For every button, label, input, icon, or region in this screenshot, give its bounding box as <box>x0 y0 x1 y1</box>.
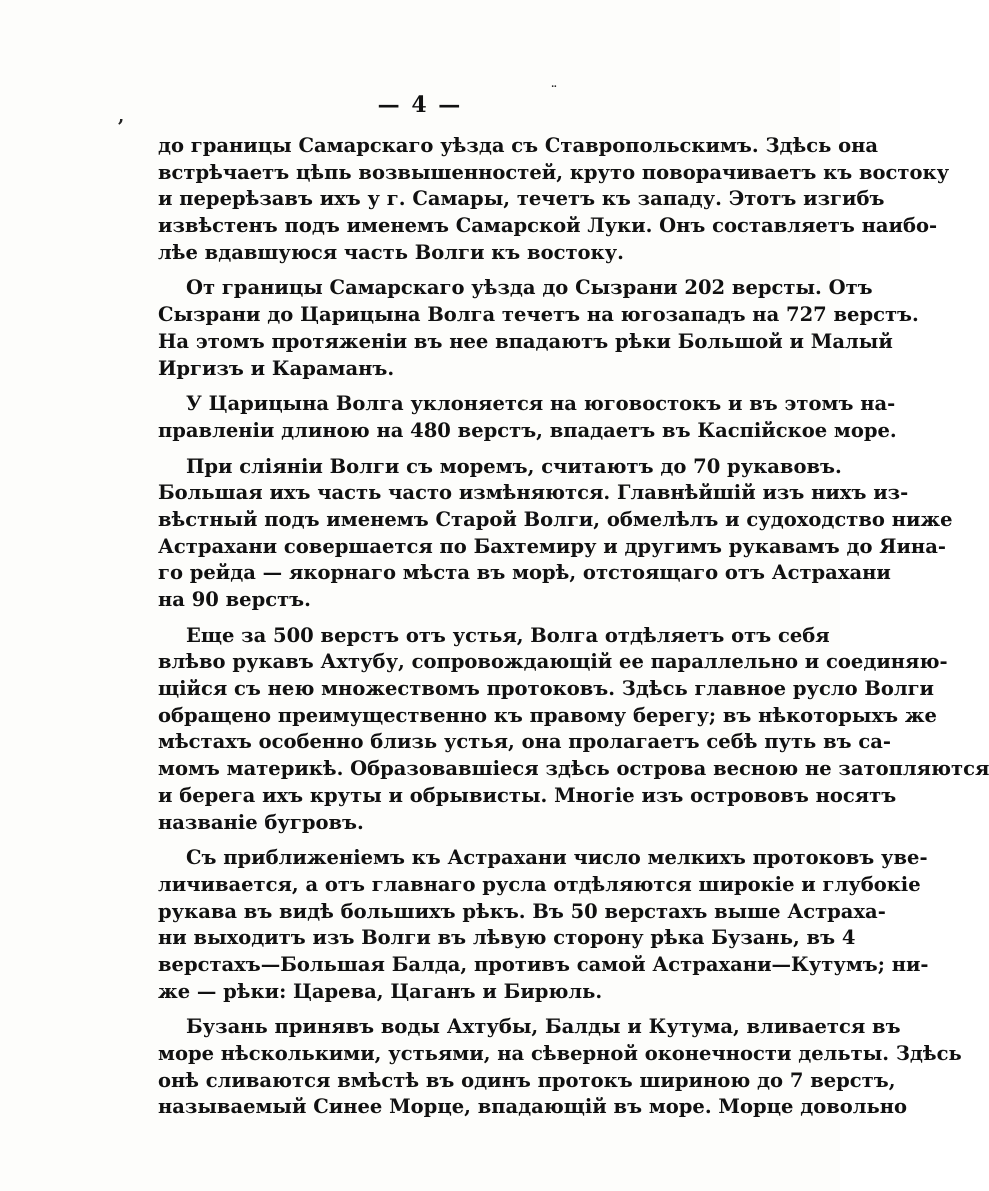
text-line: же — рѣки: Царева, Цаганъ и Бирюль. <box>158 979 603 1003</box>
text-line: лѣе вдавшуюся часть Волги къ востоку. <box>158 240 624 264</box>
text-line: и перерѣзавъ ихъ у г. Самары, течетъ къ западу. Этотъ изгибъ <box>158 187 885 211</box>
text-line: называемый Синее Морце, впадающій въ море. Морце довольно <box>158 1095 908 1119</box>
text-line: Еще за 500 верстъ отъ устья, Волга отдѣляетъ отъ себя <box>186 623 830 647</box>
text-line: верстахъ—Большая Балда, противъ самой Астрахани—Кутумъ; ни- <box>158 952 929 976</box>
text-line: рукава въ видѣ большихъ рѣкъ. Въ 50 верстахъ выше Астраха- <box>158 899 886 923</box>
text-line: море нѣсколькими, устьями, на сѣверной оконечности дельты. Здѣсь <box>158 1042 962 1065</box>
text-line: го рейда — якорнаго мѣста въ морѣ, отстоящаго отъ Астрахани <box>158 561 891 585</box>
page-number: — 4 — <box>377 92 463 118</box>
paragraph-5 <box>158 623 989 837</box>
text-line: ни выходитъ изъ Волги въ лѣвую сторону рѣка Бузань, въ 4 <box>158 926 856 950</box>
paragraph-6 <box>158 845 929 1005</box>
text-line: названіе бугровъ. <box>158 810 364 834</box>
print-speck: ¨ <box>551 84 557 98</box>
text-line: встрѣчаетъ цѣпь возвышенностей, круто поворачиваетъ къ востоку <box>158 160 950 184</box>
text-line: Сызрани до Царицына Волга течетъ на югозападъ на 727 верстъ. <box>158 303 919 327</box>
text-line: Бузань принявъ воды Ахтубы, Балды и Кутума, вливается въ <box>186 1015 901 1039</box>
text-line: При сліяніи Волги съ моремъ, считаютъ до 70 рукавовъ. <box>186 454 842 478</box>
text-line: От границы Самарскаго уѣзда до Сызрани 202 версты. Отъ <box>186 276 873 300</box>
text-line: правленіи длиною на 480 верстъ, впадаетъ въ Каспійское море. <box>158 418 897 442</box>
text-line: до границы Самарскаго уѣзда съ Ставропольскимъ. Здѣсь она <box>158 134 879 157</box>
paragraph-2 <box>158 275 919 382</box>
paragraph-4 <box>158 454 953 614</box>
text-line: На этомъ протяженіи въ нее впадаютъ рѣки Большой и Малый <box>158 329 893 353</box>
text-line: Астрахани совершается по Бахтемиру и другимъ рукавамъ до Яина- <box>158 534 946 558</box>
text-line: извѣстенъ подъ именемъ Самарской Луки. Онъ составляетъ наибо- <box>158 214 938 238</box>
text-line: момъ материкѣ. Образовавшіеся здѣсь острова весною не затопляются <box>158 757 989 781</box>
paragraph-7 <box>158 1014 962 1121</box>
text-line: вѣстный подъ именемъ Старой Волги, обмелѣлъ и судоходство ниже <box>158 507 953 531</box>
text-line: У Царицына Волга уклоняется на юговостокъ и въ этомъ на- <box>186 392 896 416</box>
text-line: мѣстахъ особенно близь устья, она пролагаетъ себѣ путь въ са- <box>158 730 891 754</box>
text-line: онѣ сливаются вмѣстѣ въ одинъ протокъ шириною до 7 верстъ, <box>158 1068 896 1092</box>
text-line: на 90 верстъ. <box>158 588 311 611</box>
text-line: и берега ихъ круты и обрывисты. Многіе изъ острововъ носятъ <box>158 783 897 807</box>
body-text <box>158 133 989 1130</box>
paragraph-1 <box>158 133 950 266</box>
text-line: Большая ихъ часть часто измѣняются. Главнѣйшій изъ нихъ из- <box>158 481 909 505</box>
print-speck: , <box>118 106 125 127</box>
text-line: личивается, а отъ главнаго русла отдѣляются широкіе и глубокіе <box>158 872 921 896</box>
text-line: щійся съ нею множествомъ протоковъ. Здѣсь главное русло Волги <box>158 677 935 701</box>
text-line: Иргизъ и Караманъ. <box>158 356 395 380</box>
paragraph-3 <box>158 391 897 444</box>
text-line: обращено преимущественно къ правому берегу; въ нѣкоторыхъ же <box>158 703 937 727</box>
text-line: влѣво рукавъ Ахтубу, сопровождающій ее параллельно и соединяю- <box>158 650 948 674</box>
text-line: Съ приближеніемъ къ Астрахани число мелкихъ протоковъ уве- <box>186 846 928 870</box>
